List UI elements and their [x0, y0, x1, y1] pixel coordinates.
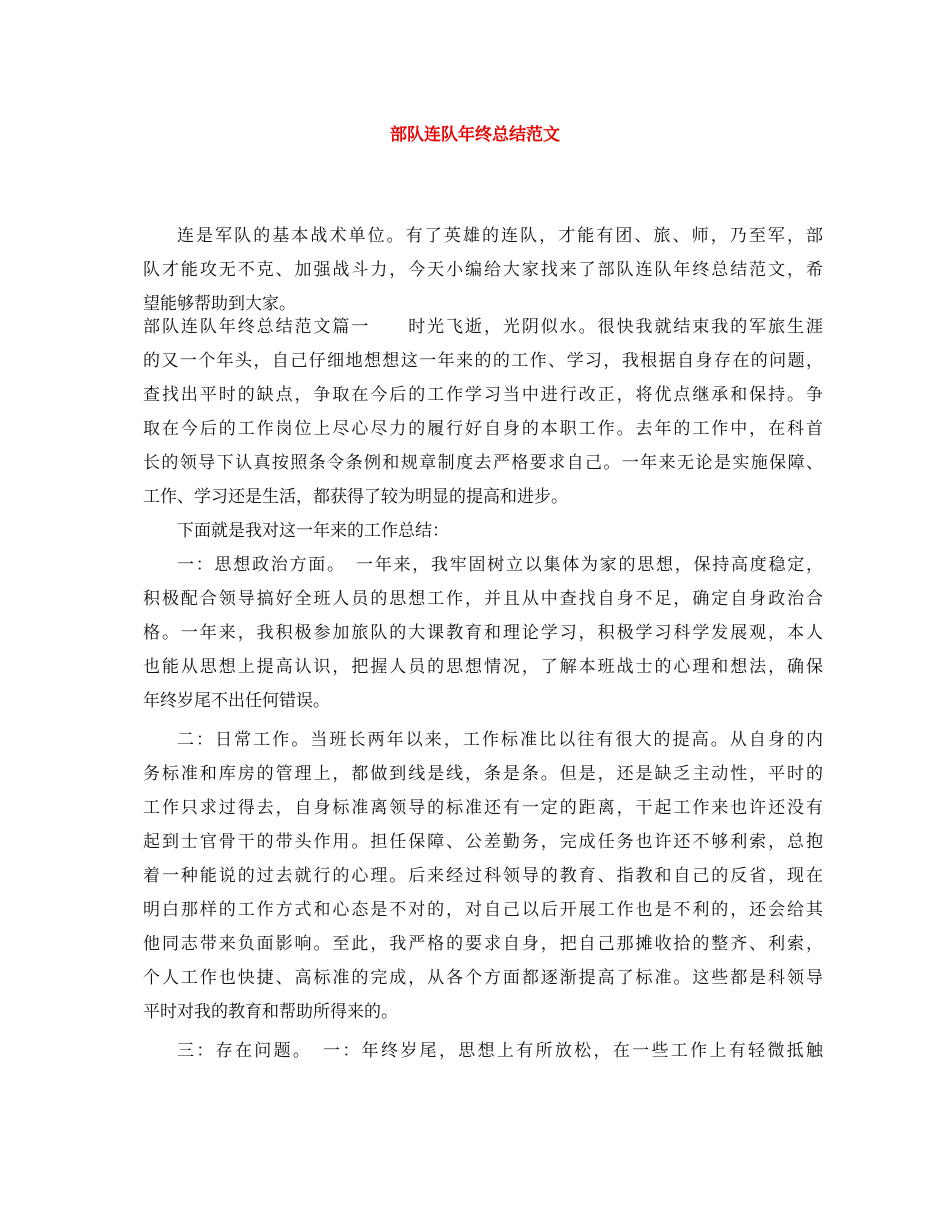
paragraph-line: 二：日常工作。当班长两年以来，工作标准比以往有很大的提高。从自身的内 [177, 730, 823, 750]
paragraph-line: 明白那样的工作方式和心态是不对的，对自己以后开展工作也是不利的，还会给其 [143, 900, 823, 920]
paragraph-line: 连是军队的基本战术单位。有了英雄的连队，才能有团、旅、师，乃至军，部 [177, 226, 823, 246]
paragraph-line: 起到士官骨干的带头作用。担任保障、公差勤务，完成任务也许还不够利索，总抱 [143, 832, 823, 852]
paragraph-line: 个人工作也快捷、高标准的完成，从各个方面都逐渐提高了标准。这些都是科领导 [143, 968, 823, 988]
paragraph-line: 下面就是我对这一年来的工作总结： [177, 521, 449, 541]
paragraph-line: 望能够帮助到大家。 [143, 294, 296, 314]
paragraph-line: 三：存在问题。 一：年终岁尾，思想上有所放松，在一些工作上有轻微抵触 [177, 1041, 823, 1061]
paragraph-line: 他同志带来负面影响。至此，我严格的要求自身，把自己那摊收拾的整齐、利索， [143, 934, 823, 954]
paragraph-line: 工作只求过得去，自身标准离领导的标准还有一定的距离，干起工作来也许还没有 [143, 798, 823, 818]
paragraph-line: 格。一年来，我积极参加旅队的大课教育和理论学习，积极学习科学发展观，本人 [143, 623, 823, 643]
paragraph-line: 平时对我的教育和帮助所得来的。 [143, 1002, 398, 1022]
paragraph-line: 部队连队年终总结范文篇一 时光飞逝，光阴似水。很快我就结束我的军旅生涯 [143, 317, 823, 337]
paragraph-line: 的又一个年头，自己仔细地想想这一年来的的工作、学习，我根据自身存在的问题， [143, 351, 823, 371]
paragraph-line: 一：思想政治方面。 一年来，我牢固树立以集体为家的思想，保持高度稳定， [177, 555, 823, 575]
paragraph-line: 积极配合领导搞好全班人员的思想工作，并且从中查找自身不足，确定自身政治合 [143, 589, 823, 609]
paragraph-line: 长的领导下认真按照条令条例和规章制度去严格要求自己。一年来无论是实施保障、 [143, 453, 823, 473]
document-title: 部队连队年终总结范文 [390, 125, 560, 145]
paragraph-line: 取在今后的工作岗位上尽心尽力的履行好自身的本职工作。去年的工作中，在科首 [143, 419, 823, 439]
paragraph-line: 工作、学习还是生活，都获得了较为明显的提高和进步。 [143, 487, 568, 507]
paragraph-line: 也能从思想上提高认识，把握人员的思想情况，了解本班战士的心理和想法，确保 [143, 657, 823, 677]
paragraph-line: 年终岁尾不出任何错误。 [143, 691, 330, 711]
paragraph-line: 着一种能说的过去就行的心理。后来经过科领导的教育、指教和自己的反省，现在 [143, 866, 823, 886]
paragraph-line: 队才能攻无不克、加强战斗力，今天小编给大家找来了部队连队年终总结范文，希 [143, 260, 823, 280]
paragraph-line: 查找出平时的缺点，争取在今后的工作学习当中进行改正，将优点继承和保持。争 [143, 385, 823, 405]
paragraph-line: 务标准和库房的管理上，都做到线是线，条是条。但是，还是缺乏主动性，平时的 [143, 764, 823, 784]
